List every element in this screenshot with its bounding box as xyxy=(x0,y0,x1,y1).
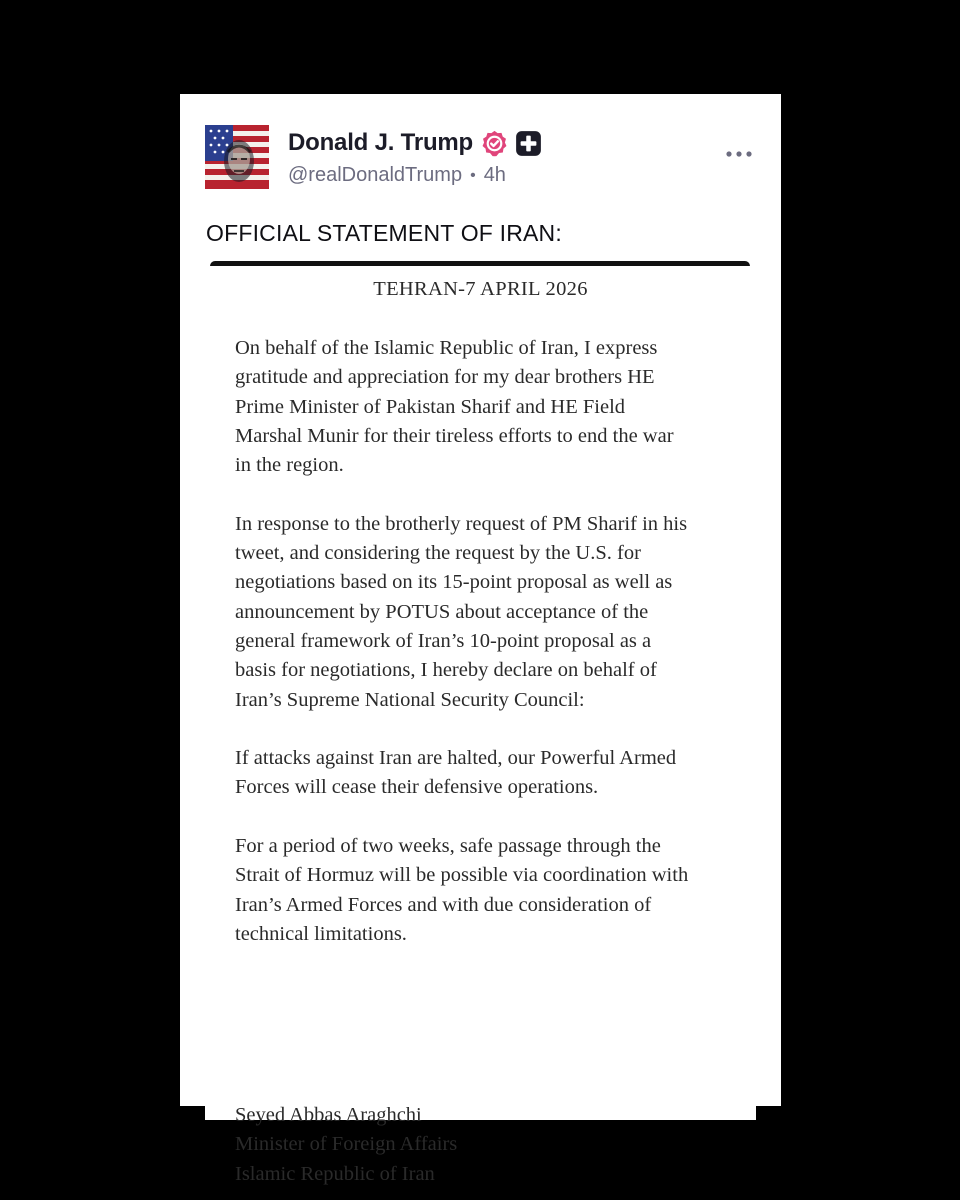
document-paragraph: On behalf of the Islamic Republic of Iran, I express gratitude and appreciation for my dear brothers HE Prime Minister of Pakistan Sharif and HE Field Marshal Munir for their tireless efforts to end the war in the region. xyxy=(235,337,674,477)
author-handle[interactable]: @realDonaldTrump xyxy=(288,164,463,186)
document-date-line: TEHRAN-7 APRIL 2026 xyxy=(373,278,588,300)
attached-document-image[interactable] xyxy=(205,260,756,1185)
more-options-icon[interactable] xyxy=(725,146,753,162)
author-name-row xyxy=(288,127,542,159)
document-paragraph: In response to the brotherly request of PM Sharif in his tweet, and considering the request by the U.S. for negotiations based on its 15-point proposal as well as announcement by POTUS about acceptance of the general framework of Iran’s 10-point proposal as a basis for negotiations, I hereby declare on behalf of Iran’s Supreme National Security Council: xyxy=(235,512,688,711)
meta-separator: • xyxy=(470,166,476,184)
post-card xyxy=(180,94,781,1185)
signatory-name: Seyed Abbas Araghchi xyxy=(235,1104,422,1126)
signatory-country: Islamic Republic of Iran xyxy=(235,1162,435,1185)
avatar-image xyxy=(205,125,269,189)
verified-badge-icon xyxy=(480,129,509,158)
avatar[interactable] xyxy=(205,125,269,189)
post-text: OFFICIAL STATEMENT OF IRAN: xyxy=(206,220,562,246)
document-paragraph: For a period of two weeks, safe passage through the Strait of Hormuz will be possible via coordination with Iran’s Armed Forces and with due consideration of technical limitations. xyxy=(235,835,689,945)
document-body xyxy=(235,334,745,979)
document-top-rule xyxy=(210,261,750,266)
document-paragraph: If attacks against Iran are halted, our Powerful Armed Forces will cease their defensive operations. xyxy=(235,747,677,799)
plus-badge-icon xyxy=(515,130,542,157)
author-display-name[interactable]: Donald J. Trump xyxy=(288,129,474,156)
document-signature xyxy=(235,1101,745,1189)
author-meta xyxy=(288,164,506,187)
signatory-title: Minister of Foreign Affairs xyxy=(235,1133,458,1156)
post-timestamp[interactable]: 4h xyxy=(483,164,506,186)
